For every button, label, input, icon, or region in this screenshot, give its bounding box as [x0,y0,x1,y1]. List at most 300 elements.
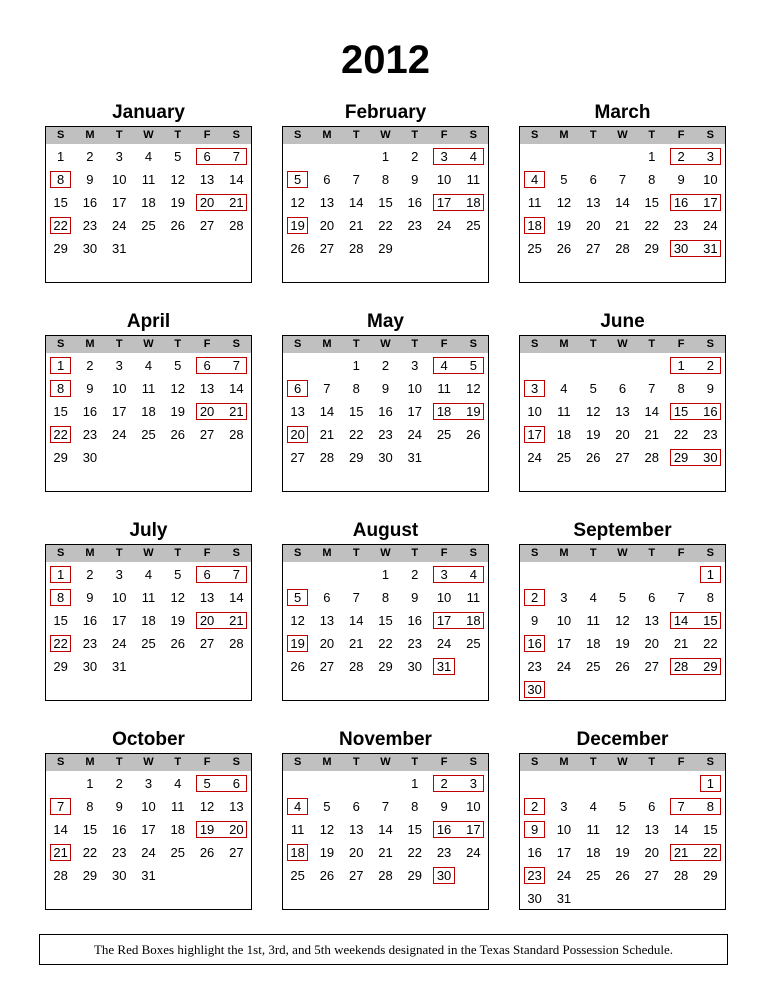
weekday-label: W [380,756,391,768]
day-number: 14 [229,590,244,605]
day-number: 19 [290,218,305,233]
month-february [282,100,489,283]
day-number: 24 [466,845,481,860]
day-number: 3 [115,358,123,373]
day-number: 31 [703,241,718,256]
day-number: 27 [199,218,215,233]
day-number: 5 [618,590,627,605]
day-cell [222,214,251,237]
day-cell [312,609,341,632]
day-cell [549,237,578,260]
empty-cell [549,563,578,586]
day-cell [46,400,75,423]
day-cell [105,586,134,609]
day-number: 4 [589,590,597,605]
weekday-label: F [440,338,448,350]
day-cell [163,145,192,168]
day-cell [400,563,429,586]
day-number: 27 [199,636,215,651]
day-number: 20 [319,218,335,233]
day-cell [400,772,429,795]
day-cell [549,400,578,423]
day-number: 20 [199,404,215,419]
day-number: 10 [527,404,542,419]
month-january [45,100,252,283]
day-cell [400,400,429,423]
weekday-label: W [617,338,628,350]
day-number: 3 [440,149,448,164]
day-number: 10 [436,590,452,605]
day-cell [579,864,608,887]
day-number: 16 [436,822,452,837]
day-number: 13 [199,381,215,396]
day-number: 28 [673,659,689,674]
day-number: 9 [706,381,714,396]
day-number: 3 [440,567,448,582]
weekday-label: M [85,547,95,559]
day-cell [75,168,104,191]
day-number: 19 [556,218,572,233]
day-number: 8 [57,381,65,396]
day-number: 19 [290,636,305,651]
day-number: 8 [86,799,94,814]
empty-cell [312,772,341,795]
day-cell [283,655,312,678]
empty-cell [342,145,371,168]
day-number: 30 [673,241,689,256]
day-cell [134,632,163,655]
empty-cell [579,772,608,795]
day-number: 19 [466,404,481,419]
empty-cell [637,563,666,586]
day-cell [342,586,371,609]
day-cell [342,400,371,423]
day-cell [549,168,578,191]
day-cell [283,864,312,887]
day-cell [222,168,251,191]
day-number: 17 [436,195,452,210]
day-number: 29 [407,868,423,883]
day-cell [312,191,341,214]
day-number: 30 [436,868,452,883]
day-cell [192,841,221,864]
day-number: 25 [170,845,186,860]
day-cell [459,586,488,609]
day-number: 2 [411,149,419,164]
day-number: 18 [556,427,572,442]
day-number: 4 [144,358,153,373]
day-cell [520,655,549,678]
day-number: 25 [556,450,572,465]
weekday-label: T [174,756,182,768]
day-number: 16 [527,636,542,651]
day-cell [75,377,104,400]
weekday-label: S [530,338,539,350]
day-number: 11 [437,381,451,396]
day-cell [608,168,637,191]
day-cell [371,237,400,260]
day-cell [46,237,75,260]
day-cell [579,168,608,191]
empty-cell [342,772,371,795]
day-cell [312,632,341,655]
day-cell [579,214,608,237]
month-name: June [600,311,645,332]
day-cell [549,655,578,678]
day-cell [608,446,637,469]
day-number: 6 [203,149,211,164]
weekday-label: W [380,129,391,141]
day-number: 11 [290,822,305,837]
day-cell [342,237,371,260]
day-number: 25 [585,868,601,883]
day-number: 7 [352,590,360,605]
day-number: 15 [378,195,393,210]
day-cell [637,632,666,655]
day-number: 1 [706,567,714,582]
weekday-label: S [232,756,241,768]
day-number: 9 [115,799,123,814]
day-cell [312,214,341,237]
month-name: September [573,520,672,541]
day-number: 3 [115,567,123,582]
day-number: 3 [706,149,714,164]
day-cell [75,446,104,469]
weekday-label: S [706,338,715,350]
day-number: 25 [527,241,542,256]
day-cell [105,168,134,191]
day-cell [342,168,371,191]
day-cell [75,795,104,818]
day-cell [520,191,549,214]
weekday-label: F [677,338,685,350]
day-number: 26 [319,868,335,883]
day-number: 12 [170,381,186,396]
day-number: 13 [290,404,305,419]
day-number: 18 [141,613,156,628]
day-cell [608,795,637,818]
day-number: 24 [556,868,572,883]
day-cell [192,168,221,191]
day-number: 10 [111,172,127,187]
weekday-label: T [352,547,360,559]
day-cell [222,423,251,446]
day-cell [400,354,429,377]
day-cell [105,354,134,377]
day-number: 1 [411,776,419,791]
day-cell [429,795,458,818]
day-number: 19 [170,404,186,419]
weekday-label: S [469,756,478,768]
weekday-label: T [589,129,597,141]
day-cell [549,214,578,237]
day-cell [134,609,163,632]
day-number: 4 [144,567,153,582]
day-cell [75,400,104,423]
day-number: 20 [644,845,660,860]
month-name: October [112,729,185,750]
day-cell [400,632,429,655]
day-cell [192,377,221,400]
day-number: 21 [378,845,393,860]
day-cell [637,818,666,841]
day-number: 28 [378,868,393,883]
day-number: 19 [615,845,630,860]
day-number: 30 [378,450,393,465]
day-cell [105,609,134,632]
day-number: 15 [378,613,393,628]
weekday-header [520,754,725,771]
empty-cell [312,145,341,168]
empty-cell [312,563,341,586]
day-number: 23 [436,845,452,860]
day-cell [75,609,104,632]
day-cell [222,841,251,864]
day-number: 10 [407,381,423,396]
weekday-label: T [411,338,419,350]
day-cell [637,864,666,887]
day-number: 20 [319,636,335,651]
day-cell [696,818,725,841]
day-number: 21 [348,218,364,233]
month-grid [45,126,252,283]
day-number: 6 [203,567,211,582]
empty-cell [608,772,637,795]
weekday-label: S [469,338,478,350]
day-cell [696,864,725,887]
empty-cell [608,354,637,377]
empty-cell [520,354,549,377]
month-grid [45,544,252,701]
day-cell [608,377,637,400]
day-number: 3 [115,149,123,164]
day-cell [608,864,637,887]
day-cell [312,400,341,423]
weekday-label: W [617,756,628,768]
day-cell [312,168,341,191]
day-number: 7 [677,590,685,605]
empty-cell [283,354,312,377]
day-number: 12 [615,822,630,837]
day-number: 7 [323,381,331,396]
day-cell [283,609,312,632]
month-april [45,309,252,492]
day-number: 16 [82,404,98,419]
day-cell [371,586,400,609]
day-cell [459,632,488,655]
day-cell [163,609,192,632]
day-cell [400,586,429,609]
empty-cell [520,563,549,586]
day-cell [134,191,163,214]
day-cell [400,864,429,887]
weekday-label: S [706,547,715,559]
weekday-label: S [56,338,65,350]
day-number: 26 [170,427,186,442]
day-number: 16 [673,195,689,210]
day-cell [105,423,134,446]
day-cell [608,818,637,841]
day-number: 3 [560,799,568,814]
day-cell [163,772,192,795]
day-cell [579,446,608,469]
weekday-label: W [380,547,391,559]
weekday-header [520,336,725,353]
day-number: 28 [644,450,660,465]
weekday-label: T [174,338,182,350]
day-cell [637,609,666,632]
day-number: 24 [527,450,542,465]
day-number: 31 [407,450,423,465]
day-number: 22 [82,845,98,860]
day-cell [75,354,104,377]
month-grid [282,544,489,701]
day-cell [637,214,666,237]
day-cell [400,423,429,446]
day-number: 2 [531,590,539,605]
day-number: 15 [53,613,68,628]
month-name: April [126,311,171,332]
day-number: 1 [706,776,714,791]
weekday-header [283,754,488,771]
empty-cell [342,563,371,586]
empty-cell [608,145,637,168]
day-number: 17 [407,404,423,419]
day-cell [637,237,666,260]
day-cell [75,214,104,237]
day-number: 1 [57,567,65,582]
day-number: 24 [556,659,572,674]
day-number: 11 [466,590,481,605]
day-number: 8 [677,381,685,396]
day-cell [579,632,608,655]
weekday-label: S [232,547,241,559]
day-cell [75,864,104,887]
month-name: May [367,311,404,332]
day-number: 22 [378,636,393,651]
day-number: 17 [466,822,481,837]
day-cell [549,841,578,864]
day-number: 24 [407,427,423,442]
weekday-label: S [56,547,65,559]
day-cell [312,841,341,864]
day-number: 3 [531,381,539,396]
empty-cell [549,145,578,168]
day-cell [459,377,488,400]
day-number: 28 [319,450,335,465]
day-number: 9 [86,381,94,396]
day-cell [134,818,163,841]
day-number: 7 [677,799,685,814]
day-number: 18 [585,636,601,651]
day-number: 6 [232,776,240,791]
day-number: 10 [703,172,718,187]
day-cell [637,841,666,864]
day-number: 30 [82,450,98,465]
day-number: 20 [199,613,215,628]
day-cell [637,377,666,400]
weekday-label: M [559,756,569,768]
day-number: 24 [111,636,127,651]
weekday-label: T [352,756,360,768]
day-number: 29 [53,241,68,256]
day-number: 19 [199,822,215,837]
day-number: 18 [466,613,481,628]
day-number: 20 [644,636,660,651]
day-cell [134,377,163,400]
day-cell [192,586,221,609]
weekday-label: M [559,129,569,141]
day-cell [105,655,134,678]
day-number: 18 [141,404,156,419]
day-cell [400,168,429,191]
day-number: 5 [294,590,302,605]
day-number: 18 [170,822,186,837]
weekday-header [46,127,251,144]
day-number: 2 [440,776,448,791]
weekday-label: S [232,338,241,350]
day-number: 27 [348,868,364,883]
day-number: 6 [618,381,627,396]
day-number: 13 [199,172,215,187]
day-number: 18 [290,845,305,860]
day-number: 10 [556,613,572,628]
day-number: 30 [527,891,542,906]
day-cell [75,772,104,795]
day-number: 26 [466,427,481,442]
day-number: 12 [466,381,481,396]
day-cell [105,818,134,841]
weekday-label: W [380,338,391,350]
day-number: 12 [290,195,305,210]
day-cell [75,191,104,214]
day-cell [549,818,578,841]
day-number: 21 [348,636,364,651]
day-number: 8 [57,590,65,605]
weekday-label: M [85,129,95,141]
day-number: 14 [673,822,689,837]
day-cell [666,423,695,446]
day-number: 7 [232,149,240,164]
day-number: 13 [319,195,335,210]
day-cell [608,400,637,423]
weekday-label: W [143,756,154,768]
weekday-header [520,127,725,144]
day-cell [342,214,371,237]
weekday-label: F [677,547,685,559]
weekday-header [283,127,488,144]
day-cell [520,446,549,469]
day-number: 14 [378,822,393,837]
day-cell [666,864,695,887]
day-number: 17 [111,404,127,419]
month-grid [282,126,489,283]
day-number: 17 [556,636,572,651]
day-number: 2 [86,567,94,582]
day-cell [579,400,608,423]
day-cell [400,446,429,469]
day-number: 14 [53,822,68,837]
day-cell [371,168,400,191]
day-number: 10 [466,799,481,814]
day-cell [696,586,725,609]
day-number: 6 [323,590,331,605]
day-cell [105,214,134,237]
day-number: 25 [141,427,156,442]
day-cell [520,841,549,864]
weekday-label: M [322,129,332,141]
day-number: 25 [141,218,156,233]
